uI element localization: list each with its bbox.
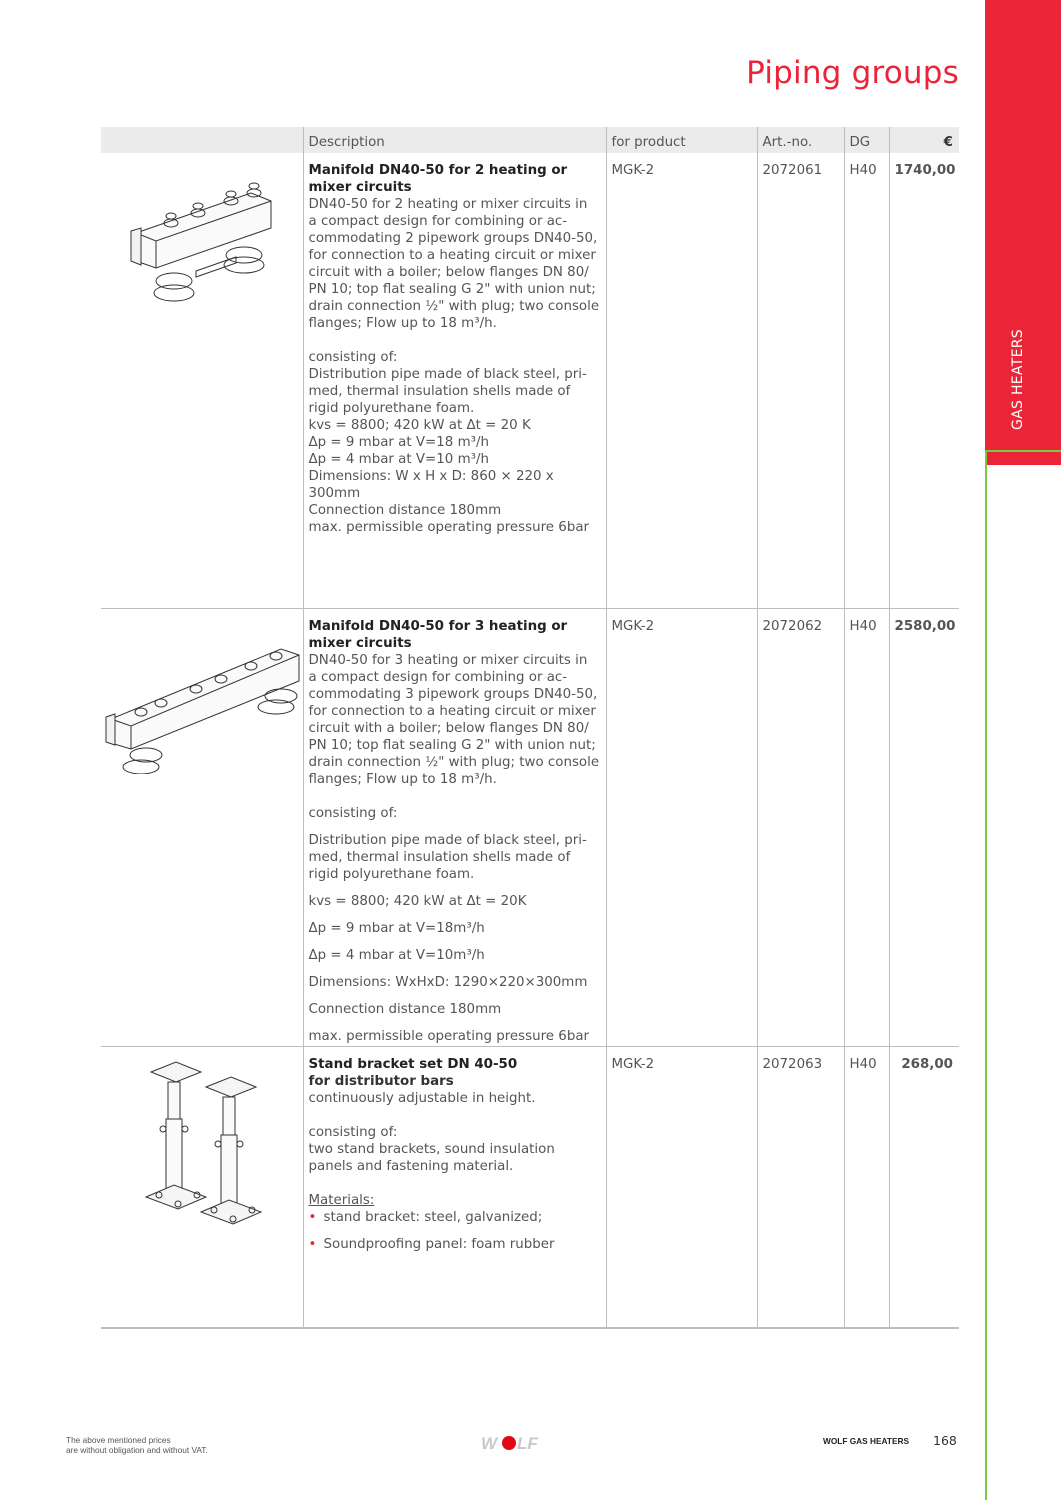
spec-line: Δp = 9 mbar at V=18 m³/h xyxy=(308,435,489,450)
table-row xyxy=(101,1046,959,1328)
manifold-2-circuits-illustration xyxy=(101,153,303,303)
spec-line: Δp = 4 mbar at V=10m³/h xyxy=(308,947,485,963)
product-image-cell xyxy=(101,1046,303,1328)
wolf-logo-icon xyxy=(481,1433,543,1453)
spec-line: kvs = 8800; 420 kW at Δt = 20 K xyxy=(308,418,531,433)
col-description: Description xyxy=(303,127,606,153)
description-cell xyxy=(303,1046,606,1328)
consisting-label: consisting of: xyxy=(308,805,398,821)
table-header-row xyxy=(101,127,959,153)
materials-item: • stand bracket: steel, galvanized; xyxy=(308,1209,543,1225)
product-description: DN40-50 for 3 heating or mixer circuits in a compact design for combining or ac-commodating 3 pipework groups DN40-50, for connection to a heating circuit or mixer circuit with a boiler; below flanges DN 80/ PN 10; top flat sealing G 2" with union nut; drain connection ½" with plug; two console flanges; Flow up to 18 m³/h. xyxy=(308,652,600,787)
materials-label: Materials: xyxy=(308,1192,375,1208)
spec-line: kvs = 8800; 420 kW at Δt = 20K xyxy=(308,893,527,909)
svg-text:W: W xyxy=(481,1434,498,1453)
dg-cell: H40 xyxy=(844,1046,889,1328)
section-tab-label: GAS HEATERS xyxy=(1010,329,1026,430)
product-title: Manifold DN40-50 for 2 heating or mixer circuits xyxy=(308,163,568,195)
consisting-text: two stand brackets, sound insulation panels and fastening material. xyxy=(308,1141,555,1174)
price-cell: 1740,00 xyxy=(889,153,959,608)
price-disclaimer: The above mentioned prices are without obligation and without VAT. xyxy=(66,1435,208,1455)
page-title: Piping groups xyxy=(746,55,959,91)
spec-line: Connection distance 180mm xyxy=(308,503,502,518)
spec-line: Distribution pipe made of black steel, pri-med, thermal insulation shells made of rigid polyurethane foam. xyxy=(308,832,587,882)
description-cell xyxy=(303,153,606,608)
pricing-table xyxy=(101,127,959,1329)
bullet-icon: • xyxy=(308,1236,317,1252)
table-row xyxy=(101,153,959,608)
spec-line: Dimensions: W x H x D: 860 × 220 x 300mm xyxy=(308,469,554,501)
art-no-cell: 2072062 xyxy=(757,608,844,1046)
green-divider-vertical xyxy=(985,450,987,1500)
col-price: € xyxy=(889,127,959,153)
product-description: DN40-50 for 2 heating or mixer circuits in a compact design for combining or ac-commodating 2 pipework groups DN40-50, for connection to a heating circuit or mixer circuit with a boiler; below flanges DN 80/ PN 10; top flat sealing G 2" with union nut; drain connection ½" with plug; two console flanges; Flow up to 18 m³/h. xyxy=(308,197,600,331)
product-image-cell xyxy=(101,153,303,608)
spec-line: max. permissible operating pressure 6bar xyxy=(308,520,590,535)
spec-line: Δp = 4 mbar at V=10 m³/h xyxy=(308,452,489,467)
consisting-label: consisting of: xyxy=(308,1124,398,1140)
product-title: Manifold DN40-50 for 3 heating or mixer circuits xyxy=(308,618,568,651)
spec-line: Connection distance 180mm xyxy=(308,1001,502,1017)
col-image xyxy=(101,127,303,153)
dg-cell: H40 xyxy=(844,153,889,608)
table-row xyxy=(101,608,959,1046)
spec-line: Dimensions: WxHxD: 1290×220×300mm xyxy=(308,974,588,990)
consisting-label: consisting of: xyxy=(308,350,398,365)
dg-cell: H40 xyxy=(844,608,889,1046)
col-for-product: for product xyxy=(606,127,757,153)
footer-brand: WOLF GAS HEATERS xyxy=(823,1436,910,1446)
page-number: 168 xyxy=(933,1433,957,1448)
for-product-cell: MGK-2 xyxy=(606,153,757,608)
for-product-cell: MGK-2 xyxy=(606,608,757,1046)
price-cell: 2580,00 xyxy=(889,608,959,1046)
materials-item: • Soundproofing panel: foam rubber xyxy=(308,1236,555,1252)
spec-line: Distribution pipe made of black steel, pri-med, thermal insulation shells made of rigid polyurethane foam. xyxy=(308,367,587,416)
col-art-no: Art.-no. xyxy=(757,127,844,153)
manifold-3-circuits-illustration xyxy=(101,609,303,774)
product-image-cell xyxy=(101,608,303,1046)
description-cell xyxy=(303,608,606,1046)
for-product-cell: MGK-2 xyxy=(606,1046,757,1328)
spec-line: max. permissible operating pressure 6bar xyxy=(308,1028,590,1044)
art-no-cell: 2072061 xyxy=(757,153,844,608)
product-subtitle: for distributor bars xyxy=(308,1073,454,1089)
spec-line: Δp = 9 mbar at V=18m³/h xyxy=(308,920,485,936)
product-title: Stand bracket set DN 40-50 xyxy=(308,1056,518,1072)
svg-text:LF: LF xyxy=(517,1434,538,1453)
art-no-cell: 2072063 xyxy=(757,1046,844,1328)
bullet-icon: • xyxy=(308,1209,317,1225)
price-cell: 268,00 xyxy=(889,1046,959,1328)
product-description: continuously adjustable in height. xyxy=(308,1090,536,1106)
col-dg: DG xyxy=(844,127,889,153)
stand-bracket-set-illustration xyxy=(101,1047,303,1227)
green-divider-horizontal xyxy=(985,450,1061,452)
